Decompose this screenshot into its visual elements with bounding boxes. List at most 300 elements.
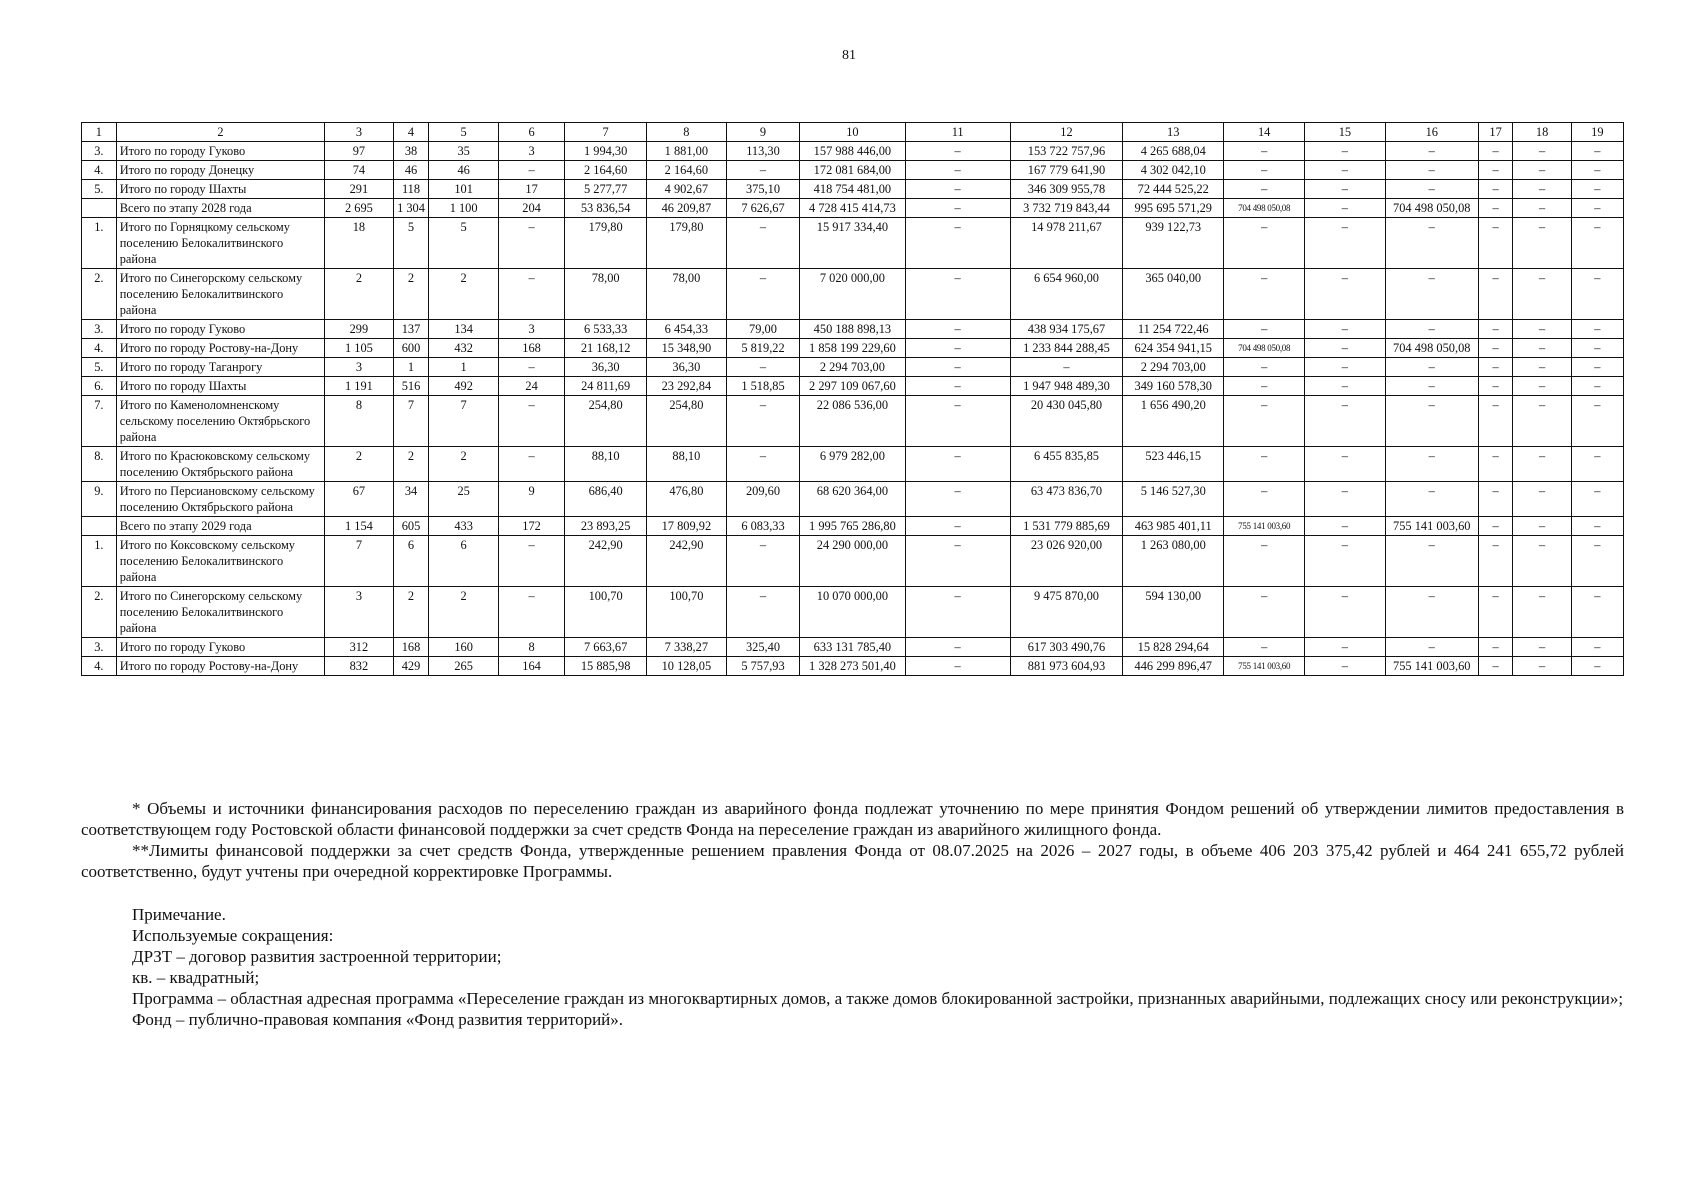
cell-c5: 492 [429,377,498,396]
table-body [82,123,1624,676]
cell-c3: 8 [325,396,393,447]
column-header-4: 4 [393,123,429,142]
cell-c14: – [1224,396,1305,447]
cell-num: 1. [82,218,117,269]
column-header-18: 18 [1513,123,1571,142]
cell-c10: 22 086 536,00 [800,396,905,447]
cell-c17: – [1478,218,1513,269]
cell-c7: 15 885,98 [565,657,647,676]
cell-c17: – [1478,269,1513,320]
cell-c12: 153 722 757,96 [1010,142,1122,161]
finance-table [81,122,1624,676]
cell-c15: – [1305,447,1386,482]
cell-num: 3. [82,638,117,657]
cell-c3: 97 [325,142,393,161]
cell-c9: 79,00 [726,320,800,339]
cell-name: Всего по этапу 2028 года [116,199,324,218]
cell-c13: 1 656 490,20 [1123,396,1224,447]
cell-c18: – [1513,320,1571,339]
cell-c9: 6 083,33 [726,517,800,536]
cell-c18: – [1513,218,1571,269]
cell-c11: – [905,199,1010,218]
cell-c17: – [1478,536,1513,587]
footnote-financing: * Объемы и источники финансирования расходов по переселению граждан из аварийного фонда подлежат уточнению по мере принятия Фондом решений об утверждении лимитов предоставления в соответствующем году Ростовской области финансовой поддержки за счет средств Фонда на переселение граждан из аварийного жилищного фонда. [81,799,1624,839]
cell-c13: 5 146 527,30 [1123,482,1224,517]
cell-c15: – [1305,536,1386,587]
cell-c11: – [905,587,1010,638]
cell-c8: 78,00 [647,269,727,320]
column-header-3: 3 [325,123,393,142]
cell-c14: 704 498 050,08 [1224,339,1305,358]
cell-c15: – [1305,199,1386,218]
cell-c9: – [726,396,800,447]
column-header-1: 1 [82,123,117,142]
cell-c5: 35 [429,142,498,161]
cell-c13: 594 130,00 [1123,587,1224,638]
cell-c18: – [1513,269,1571,320]
cell-c17: – [1478,180,1513,199]
cell-c13: 463 985 401,11 [1123,517,1224,536]
cell-c13: 15 828 294,64 [1123,638,1224,657]
cell-c4: 2 [393,447,429,482]
cell-c16: 704 498 050,08 [1385,199,1478,218]
cell-c13: 1 263 080,00 [1123,536,1224,587]
cell-c6: 3 [498,142,564,161]
page-number: 81 [842,48,856,63]
cell-c12: 63 473 836,70 [1010,482,1122,517]
cell-c11: – [905,482,1010,517]
cell-c17: – [1478,199,1513,218]
cell-c4: 38 [393,142,429,161]
cell-c19: – [1571,517,1623,536]
cell-c6: – [498,161,564,180]
cell-c5: 46 [429,161,498,180]
cell-c16: – [1385,142,1478,161]
cell-name: Итого по городу Таганрогу [116,358,324,377]
cell-c6: 24 [498,377,564,396]
cell-c11: – [905,638,1010,657]
cell-c5: 6 [429,536,498,587]
cell-c19: – [1571,339,1623,358]
cell-c16: – [1385,482,1478,517]
cell-c12: 167 779 641,90 [1010,161,1122,180]
cell-c5: 134 [429,320,498,339]
cell-c10: 172 081 684,00 [800,161,905,180]
cell-c10: 1 328 273 501,40 [800,657,905,676]
cell-c8: 254,80 [647,396,727,447]
cell-c3: 2 [325,269,393,320]
cell-c14: 755 141 003,60 [1224,657,1305,676]
cell-c13: 624 354 941,15 [1123,339,1224,358]
column-header-14: 14 [1224,123,1305,142]
cell-c3: 299 [325,320,393,339]
cell-c9: 1 518,85 [726,377,800,396]
cell-c3: 312 [325,638,393,657]
cell-c18: – [1513,447,1571,482]
cell-c16: – [1385,161,1478,180]
abbreviation-drzt: ДРЗТ – договор развития застроенной территории; [132,947,502,966]
cell-c4: 605 [393,517,429,536]
cell-c7: 36,30 [565,358,647,377]
cell-num: 4. [82,161,117,180]
cell-c10: 24 290 000,00 [800,536,905,587]
cell-c7: 100,70 [565,587,647,638]
cell-c14: – [1224,358,1305,377]
cell-c13: 11 254 722,46 [1123,320,1224,339]
cell-c12: 20 430 045,80 [1010,396,1122,447]
cell-c8: 1 881,00 [647,142,727,161]
cell-c5: 160 [429,638,498,657]
cell-c9: – [726,269,800,320]
cell-c14: – [1224,269,1305,320]
cell-c14: – [1224,482,1305,517]
column-header-13: 13 [1123,123,1224,142]
column-header-6: 6 [498,123,564,142]
cell-c16: 755 141 003,60 [1385,517,1478,536]
cell-c19: – [1571,657,1623,676]
cell-c8: 36,30 [647,358,727,377]
cell-c13: 523 446,15 [1123,447,1224,482]
table-row [82,320,1624,339]
cell-c6: – [498,447,564,482]
cell-c18: – [1513,517,1571,536]
cell-c19: – [1571,536,1623,587]
cell-c13: 4 302 042,10 [1123,161,1224,180]
cell-c14: – [1224,638,1305,657]
cell-c14: – [1224,447,1305,482]
cell-c19: – [1571,180,1623,199]
cell-c6: 3 [498,320,564,339]
cell-c3: 3 [325,358,393,377]
column-header-11: 11 [905,123,1010,142]
cell-c5: 101 [429,180,498,199]
cell-c17: – [1478,377,1513,396]
cell-num: 4. [82,657,117,676]
cell-c19: – [1571,638,1623,657]
abbreviation-programma: Программа – областная адресная программа «Переселение граждан из многоквартирных домов, а также домов блокированной застройки, признанных аварийными, подлежащих сносу или реконструкции»; [132,989,1624,1008]
cell-c8: 2 164,60 [647,161,727,180]
table-row [82,482,1624,517]
cell-c14: 755 141 003,60 [1224,517,1305,536]
table-row [82,396,1624,447]
cell-c11: – [905,180,1010,199]
cell-c10: 418 754 481,00 [800,180,905,199]
cell-name: Итого по городу Донецку [116,161,324,180]
cell-c6: 164 [498,657,564,676]
cell-c14: – [1224,161,1305,180]
cell-c10: 7 020 000,00 [800,269,905,320]
cell-c8: 88,10 [647,447,727,482]
table-row [82,377,1624,396]
cell-c17: – [1478,587,1513,638]
cell-c14: – [1224,142,1305,161]
cell-name: Итого по городу Ростову-на-Дону [116,657,324,676]
cell-c3: 1 105 [325,339,393,358]
column-header-16: 16 [1385,123,1478,142]
cell-c10: 10 070 000,00 [800,587,905,638]
cell-c17: – [1478,339,1513,358]
cell-c6: 9 [498,482,564,517]
cell-c11: – [905,161,1010,180]
cell-c9: 325,40 [726,638,800,657]
cell-c18: – [1513,180,1571,199]
cell-c19: – [1571,358,1623,377]
cell-c7: 88,10 [565,447,647,482]
cell-c15: – [1305,396,1386,447]
cell-c6: 17 [498,180,564,199]
cell-num: 7. [82,396,117,447]
cell-c7: 179,80 [565,218,647,269]
cell-c15: – [1305,320,1386,339]
cell-name: Итого по городу Шахты [116,377,324,396]
cell-c4: 600 [393,339,429,358]
cell-c12: 6 654 960,00 [1010,269,1122,320]
cell-c17: – [1478,517,1513,536]
cell-c18: – [1513,377,1571,396]
cell-c8: 476,80 [647,482,727,517]
cell-c4: 168 [393,638,429,657]
table-row [82,269,1624,320]
cell-name: Итого по Горняцкому сельскому поселению Белокалитвинского района [116,218,324,269]
cell-num: 9. [82,482,117,517]
cell-c14: – [1224,218,1305,269]
cell-name: Всего по этапу 2029 года [116,517,324,536]
cell-c3: 1 154 [325,517,393,536]
cell-c6: – [498,587,564,638]
cell-c12: 23 026 920,00 [1010,536,1122,587]
cell-c8: 17 809,92 [647,517,727,536]
cell-c3: 832 [325,657,393,676]
cell-c8: 10 128,05 [647,657,727,676]
column-header-5: 5 [429,123,498,142]
cell-c19: – [1571,199,1623,218]
cell-c6: – [498,358,564,377]
cell-c5: 432 [429,339,498,358]
cell-c7: 6 533,33 [565,320,647,339]
cell-c3: 2 695 [325,199,393,218]
cell-c12: 1 233 844 288,45 [1010,339,1122,358]
cell-num: 1. [82,536,117,587]
cell-c3: 1 191 [325,377,393,396]
cell-c5: 2 [429,587,498,638]
cell-c16: 704 498 050,08 [1385,339,1478,358]
cell-c6: – [498,396,564,447]
cell-c5: 1 100 [429,199,498,218]
cell-c19: – [1571,320,1623,339]
cell-c17: – [1478,161,1513,180]
table-row [82,161,1624,180]
cell-c3: 7 [325,536,393,587]
cell-num [82,199,117,218]
cell-c4: 2 [393,269,429,320]
column-header-19: 19 [1571,123,1623,142]
cell-c11: – [905,320,1010,339]
cell-c6: 172 [498,517,564,536]
cell-c8: 179,80 [647,218,727,269]
cell-c4: 429 [393,657,429,676]
cell-c10: 2 297 109 067,60 [800,377,905,396]
cell-c6: 8 [498,638,564,657]
cell-c7: 5 277,77 [565,180,647,199]
cell-c16: – [1385,587,1478,638]
cell-c8: 242,90 [647,536,727,587]
table-row [82,587,1624,638]
cell-c3: 291 [325,180,393,199]
cell-name: Итого по Персиановскому сельскому поселению Октябрьского района [116,482,324,517]
cell-c8: 15 348,90 [647,339,727,358]
cell-c15: – [1305,180,1386,199]
cell-c19: – [1571,587,1623,638]
cell-c11: – [905,657,1010,676]
cell-c9: – [726,447,800,482]
cell-c16: – [1385,396,1478,447]
column-header-9: 9 [726,123,800,142]
cell-c5: 7 [429,396,498,447]
cell-c11: – [905,339,1010,358]
cell-c6: – [498,536,564,587]
cell-name: Итого по Синегорскому сельскому поселению Белокалитвинского района [116,587,324,638]
cell-c16: – [1385,218,1478,269]
abbreviation-kv: кв. – квадратный; [132,968,260,987]
cell-c4: 516 [393,377,429,396]
cell-c4: 7 [393,396,429,447]
cell-c9: – [726,587,800,638]
cell-c18: – [1513,657,1571,676]
table-row [82,358,1624,377]
column-header-8: 8 [647,123,727,142]
cell-c10: 15 917 334,40 [800,218,905,269]
cell-c4: 46 [393,161,429,180]
column-header-17: 17 [1478,123,1513,142]
table-header-row [82,123,1624,142]
cell-num: 3. [82,320,117,339]
cell-c17: – [1478,482,1513,517]
cell-c15: – [1305,142,1386,161]
cell-name: Итого по городу Гуково [116,638,324,657]
cell-c16: – [1385,377,1478,396]
table-row [82,447,1624,482]
cell-c7: 21 168,12 [565,339,647,358]
cell-c12: – [1010,358,1122,377]
cell-c15: – [1305,358,1386,377]
cell-c15: – [1305,269,1386,320]
cell-c5: 25 [429,482,498,517]
cell-c7: 242,90 [565,536,647,587]
cell-c10: 4 728 415 414,73 [800,199,905,218]
cell-c15: – [1305,482,1386,517]
cell-c16: – [1385,536,1478,587]
cell-c9: – [726,218,800,269]
cell-name: Итого по городу Гуково [116,320,324,339]
cell-c15: – [1305,339,1386,358]
cell-c12: 1 531 779 885,69 [1010,517,1122,536]
cell-c13: 365 040,00 [1123,269,1224,320]
cell-c18: – [1513,199,1571,218]
cell-c3: 67 [325,482,393,517]
cell-c18: – [1513,339,1571,358]
cell-c8: 4 902,67 [647,180,727,199]
table-row [82,657,1624,676]
cell-c18: – [1513,482,1571,517]
cell-name: Итого по городу Гуково [116,142,324,161]
cell-c18: – [1513,161,1571,180]
cell-c13: 2 294 703,00 [1123,358,1224,377]
cell-c16: – [1385,180,1478,199]
cell-c15: – [1305,517,1386,536]
cell-c4: 1 [393,358,429,377]
abbreviations-title: Используемые сокращения: [132,926,334,945]
cell-name: Итого по Синегорскому сельскому поселению Белокалитвинского района [116,269,324,320]
cell-c10: 6 979 282,00 [800,447,905,482]
cell-c11: – [905,447,1010,482]
cell-c18: – [1513,536,1571,587]
cell-c11: – [905,142,1010,161]
column-header-2: 2 [116,123,324,142]
cell-c13: 4 265 688,04 [1123,142,1224,161]
cell-num: 2. [82,587,117,638]
cell-c3: 74 [325,161,393,180]
cell-c4: 118 [393,180,429,199]
cell-c6: 168 [498,339,564,358]
cell-c14: – [1224,320,1305,339]
cell-c5: 265 [429,657,498,676]
cell-c11: – [905,396,1010,447]
cell-c8: 46 209,87 [647,199,727,218]
cell-c12: 6 455 835,85 [1010,447,1122,482]
cell-c15: – [1305,638,1386,657]
table-row [82,638,1624,657]
cell-c10: 68 620 364,00 [800,482,905,517]
cell-c9: 5 819,22 [726,339,800,358]
cell-c12: 881 973 604,93 [1010,657,1122,676]
finance-table-container [81,122,1624,676]
cell-c14: – [1224,587,1305,638]
remark-title: Примечание. [132,905,226,924]
cell-c13: 349 160 578,30 [1123,377,1224,396]
cell-c8: 100,70 [647,587,727,638]
cell-c8: 7 338,27 [647,638,727,657]
cell-c3: 18 [325,218,393,269]
cell-num [82,517,117,536]
cell-c4: 2 [393,587,429,638]
cell-c9: – [726,536,800,587]
cell-c9: 375,10 [726,180,800,199]
cell-c19: – [1571,377,1623,396]
cell-c10: 157 988 446,00 [800,142,905,161]
table-row [82,180,1624,199]
cell-c16: – [1385,638,1478,657]
cell-c5: 2 [429,269,498,320]
cell-c13: 446 299 896,47 [1123,657,1224,676]
cell-c17: – [1478,657,1513,676]
cell-name: Итого по городу Шахты [116,180,324,199]
notes-section [81,798,1624,1030]
cell-c12: 3 732 719 843,44 [1010,199,1122,218]
cell-c9: 209,60 [726,482,800,517]
cell-c17: – [1478,358,1513,377]
cell-c7: 78,00 [565,269,647,320]
cell-c4: 1 304 [393,199,429,218]
cell-c10: 450 188 898,13 [800,320,905,339]
cell-c17: – [1478,638,1513,657]
cell-num: 2. [82,269,117,320]
cell-c7: 53 836,54 [565,199,647,218]
cell-c13: 72 444 525,22 [1123,180,1224,199]
cell-num: 8. [82,447,117,482]
cell-c17: – [1478,396,1513,447]
cell-num: 3. [82,142,117,161]
cell-c11: – [905,517,1010,536]
